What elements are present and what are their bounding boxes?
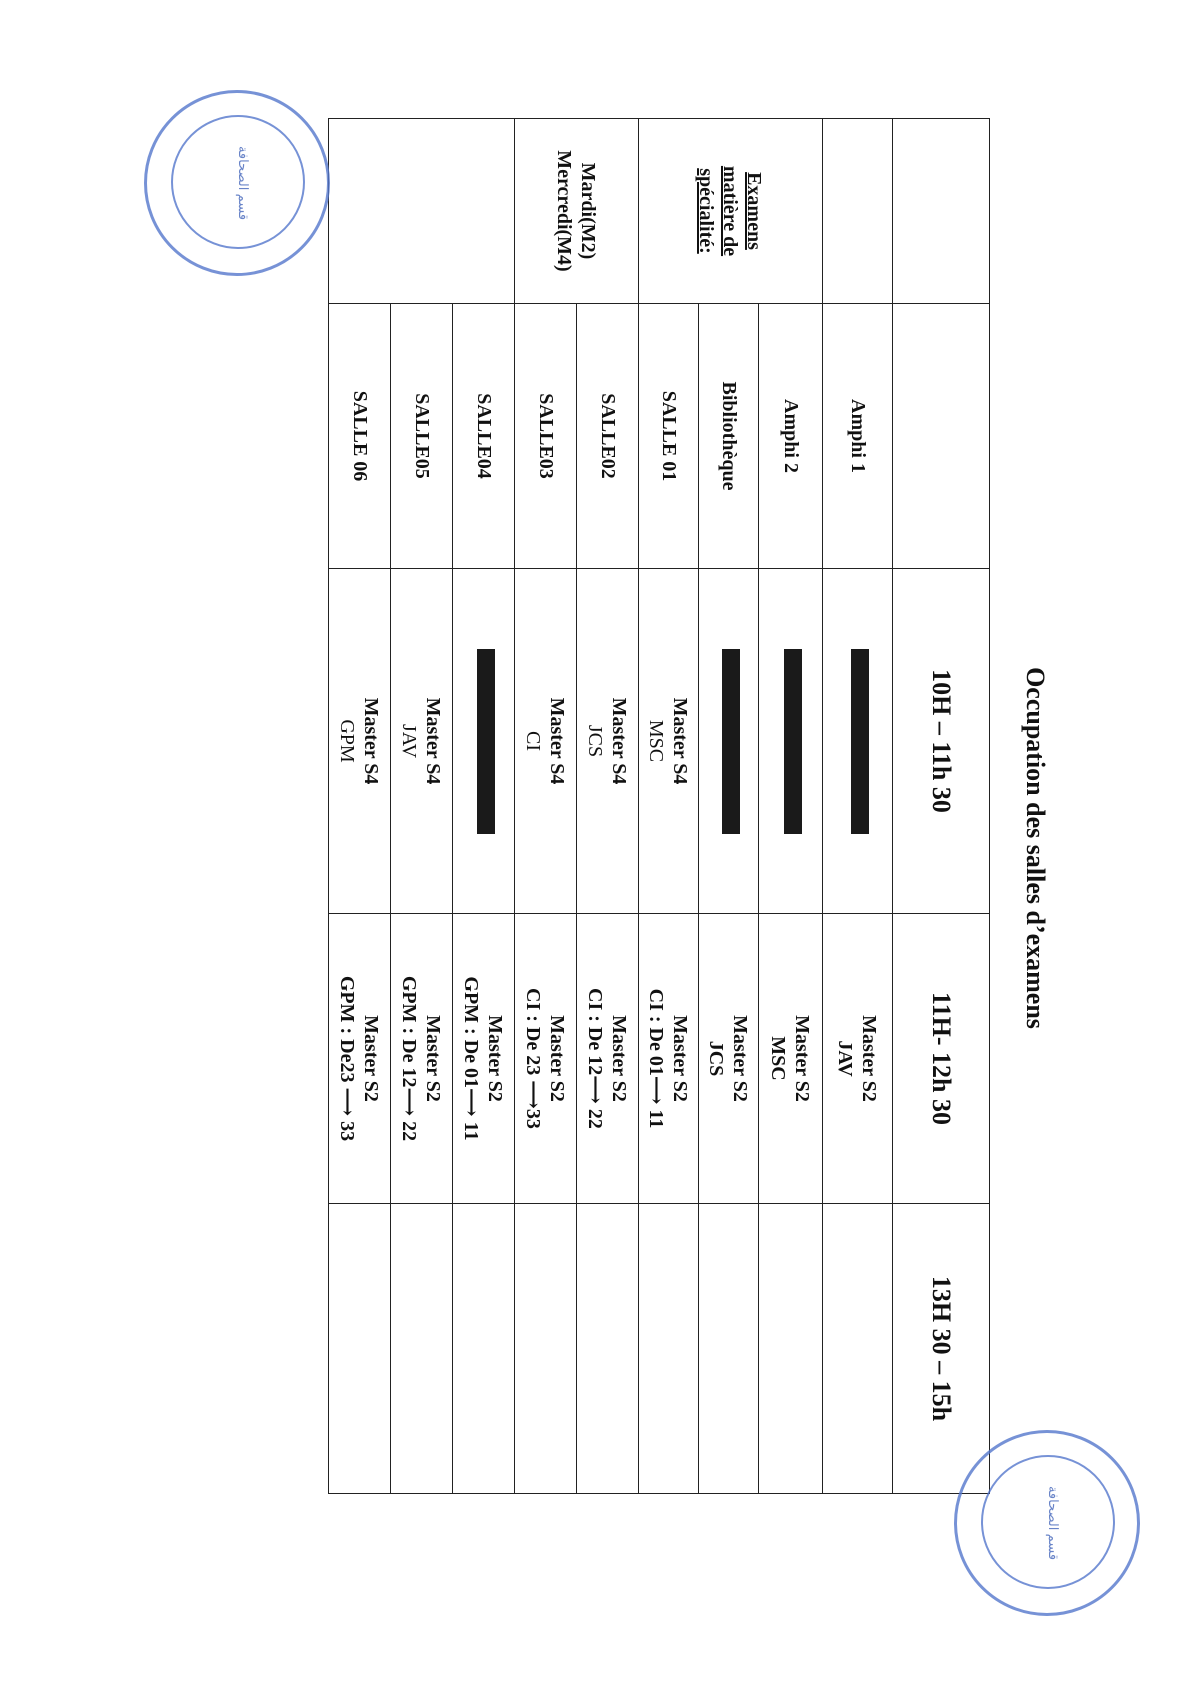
slot3-cell (391, 1204, 453, 1494)
table-row (639, 119, 699, 1494)
table-row (699, 119, 759, 1494)
slot1-line: Master S4 (360, 697, 383, 785)
slot2-header: 11H- 12h 30 (893, 914, 990, 1204)
exam-type-label: Examens (743, 172, 766, 250)
table-row (329, 119, 391, 1494)
days-cell (515, 119, 639, 304)
header-row (893, 119, 990, 1494)
room-header (893, 304, 990, 569)
slot1-cell (577, 569, 639, 914)
room-name: SALLE 01 (639, 304, 699, 569)
slot1-cell (759, 569, 823, 914)
slot3-cell (639, 1204, 699, 1494)
slot3-header: 13H 30 – 15h (893, 1204, 990, 1494)
redaction-bar (723, 649, 741, 834)
official-stamp (144, 90, 330, 276)
slot1-line: MSC (645, 719, 668, 763)
blank-cell (823, 119, 893, 304)
slot2-line: CI : De 23 ⟶33 (522, 988, 545, 1129)
slot2-line: Master S2 (791, 1015, 814, 1102)
exam-type-cell (639, 119, 823, 304)
slot3-cell (453, 1204, 515, 1494)
slot1-line: Master S4 (546, 697, 569, 785)
slot1-line: GPM (336, 719, 359, 763)
slot2-cell (639, 914, 699, 1204)
slot2-line: JAV (834, 1040, 857, 1077)
redaction-bar (785, 649, 803, 834)
slot3-cell (823, 1204, 893, 1494)
slot2-line: Master S2 (858, 1015, 881, 1102)
slot2-cell (699, 914, 759, 1204)
slot2-line: CI : De 12⟶ 22 (584, 988, 607, 1129)
room-name: Bibliothèque (699, 304, 759, 569)
slot2-cell (329, 914, 391, 1204)
page-title: Occupation des salles d’examens (1021, 667, 1050, 1029)
slot2-line: Master S2 (546, 1015, 569, 1102)
slot2-line: JCS (705, 1040, 728, 1077)
slot2-cell (823, 914, 893, 1204)
room-name: SALLE04 (453, 304, 515, 569)
stamp-text: قسم الصحافة (236, 145, 251, 221)
slot2-line: Master S2 (608, 1015, 631, 1102)
slot1-cell (823, 569, 893, 914)
slot1-line: Master S4 (422, 697, 445, 785)
slot2-line: MSC (767, 1036, 790, 1081)
exam-room-table (328, 118, 990, 1494)
slot1-line: Master S4 (669, 697, 692, 785)
blank-cell (329, 119, 515, 304)
slot3-cell (759, 1204, 823, 1494)
room-name: SALLE02 (577, 304, 639, 569)
table-row (515, 119, 577, 1494)
slot2-line: GPM : De 01⟶ 11 (460, 976, 483, 1141)
slot3-cell (699, 1204, 759, 1494)
slot2-line: Master S2 (669, 1015, 692, 1102)
slot1-cell (453, 569, 515, 914)
day-label: Mercredi(M4) (553, 150, 576, 272)
slot2-cell (577, 914, 639, 1204)
slot3-cell (515, 1204, 577, 1494)
slot2-cell (759, 914, 823, 1204)
table-row (577, 119, 639, 1494)
table-row (453, 119, 515, 1494)
slot3-cell (329, 1204, 391, 1494)
slot2-line: CI : De 01⟶ 11 (645, 988, 668, 1129)
table-row (391, 119, 453, 1494)
slot1-line: JCS (584, 724, 607, 758)
slot2-line: GPM : De 12⟶ 22 (398, 975, 421, 1142)
table-row (759, 119, 823, 1494)
slot2-line: Master S2 (729, 1015, 752, 1102)
corner-header (893, 119, 990, 304)
slot2-line: Master S2 (422, 1015, 445, 1102)
exam-type-label: spécialité: (695, 168, 718, 254)
room-name: Amphi 1 (823, 304, 893, 569)
slot1-cell (329, 569, 391, 914)
slot2-line: GPM : De23 ⟶ 33 (336, 975, 359, 1142)
slot1-cell (515, 569, 577, 914)
table-body (329, 119, 893, 1494)
room-name: SALLE 06 (329, 304, 391, 569)
slot1-header: 10H – 11h 30 (893, 569, 990, 914)
slot1-cell (391, 569, 453, 914)
official-stamp (954, 1430, 1140, 1616)
slot2-cell (453, 914, 515, 1204)
exam-type-label: matière de (719, 165, 742, 257)
room-name: Amphi 2 (759, 304, 823, 569)
slot2-line: Master S2 (484, 1015, 507, 1102)
slot3-cell (577, 1204, 639, 1494)
slot1-line: JAV (398, 723, 421, 759)
table-row (823, 119, 893, 1494)
slot2-cell (391, 914, 453, 1204)
redaction-bar (852, 649, 870, 834)
slot2-line: Master S2 (360, 1015, 383, 1102)
slot1-cell (639, 569, 699, 914)
slot1-cell (699, 569, 759, 914)
slot1-line: Master S4 (608, 697, 631, 785)
redaction-bar (478, 649, 496, 834)
slot2-cell (515, 914, 577, 1204)
stamp-text: قسم الصحافة (1046, 1485, 1061, 1561)
slot1-line: CI (522, 731, 545, 751)
day-label: Mardi(M2) (577, 162, 600, 260)
room-name: SALLE05 (391, 304, 453, 569)
room-name: SALLE03 (515, 304, 577, 569)
